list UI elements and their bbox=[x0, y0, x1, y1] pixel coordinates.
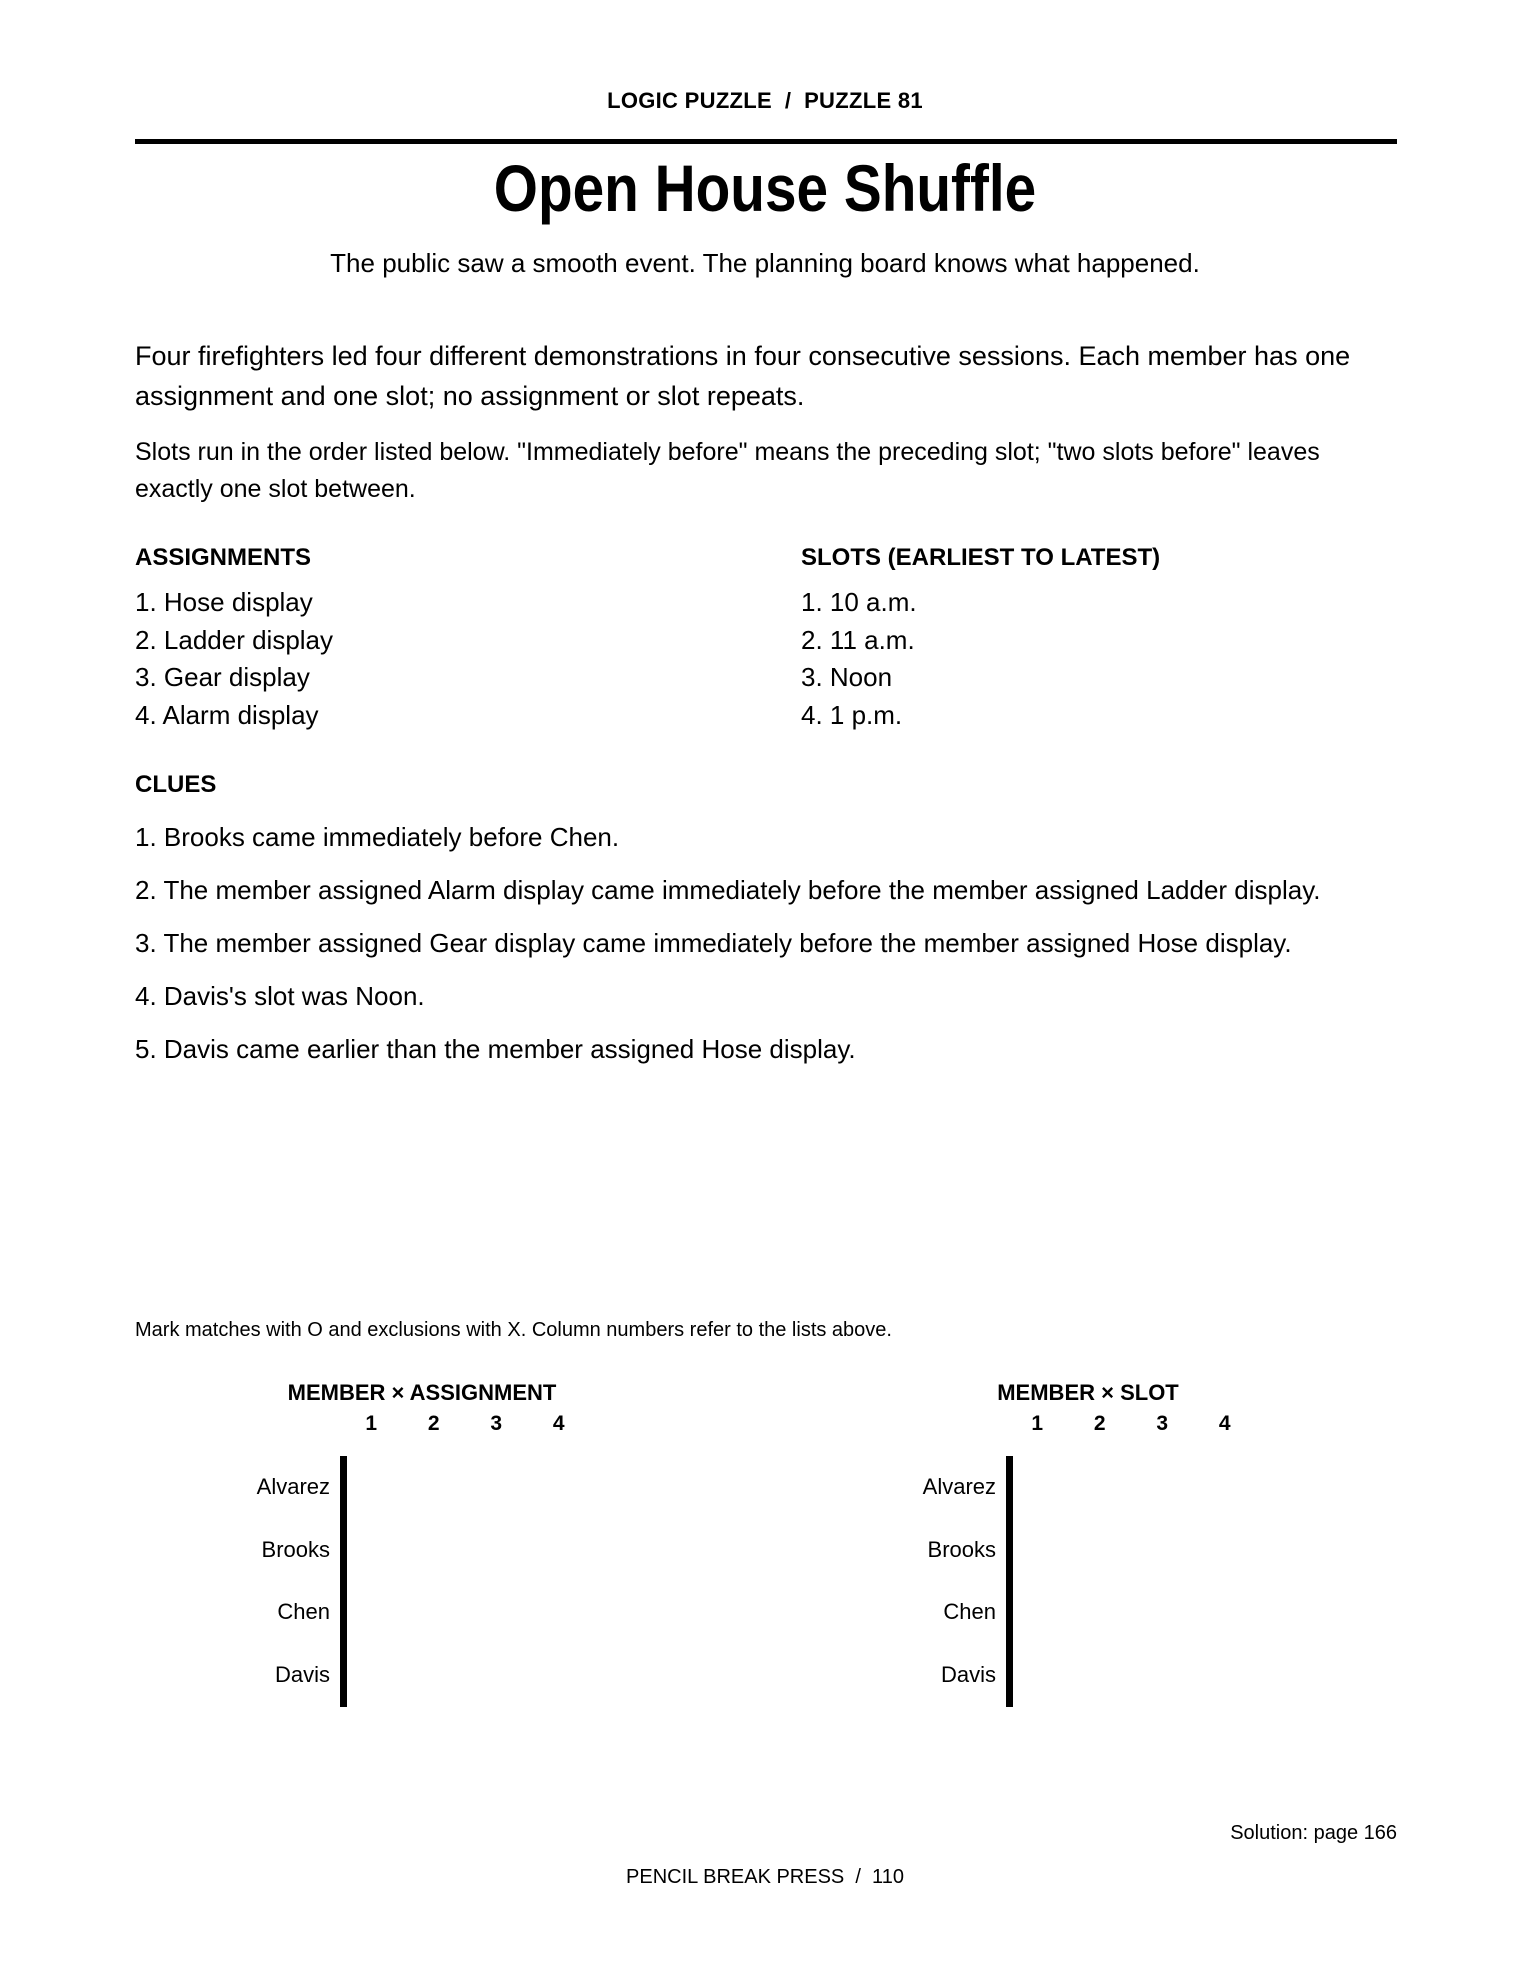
intro-paragraph-2: Slots run in the order listed below. "Immediately before" means the preceding slot; "two slots before" leaves exactly one slot between. bbox=[135, 438, 1320, 503]
grid-row bbox=[341, 1582, 346, 1644]
page-title: Open House Shuffle bbox=[493, 151, 1037, 225]
slots-section bbox=[801, 544, 1401, 734]
grid-row-label: Chen bbox=[277, 1599, 330, 1624]
grid-column-header: 1 bbox=[365, 1412, 378, 1435]
page-footer: PENCIL BREAK PRESS / 110 bbox=[626, 1866, 904, 1888]
grid-cell[interactable] bbox=[345, 1457, 347, 1520]
slots-heading: SLOTS (EARLIEST TO LATEST) bbox=[801, 544, 1161, 571]
grid-cell[interactable] bbox=[1011, 1520, 1013, 1582]
assignments-heading: ASSIGNMENTS bbox=[135, 544, 312, 571]
slot-item: 2. 11 a.m. bbox=[801, 624, 915, 655]
grid-row-label: Davis bbox=[940, 1661, 996, 1687]
clue-item: 4. Davis's slot was Noon. bbox=[135, 981, 425, 1011]
grid-row-label: Chen bbox=[943, 1599, 996, 1624]
grid-cells bbox=[1006, 1456, 1013, 1707]
grid-row bbox=[341, 1520, 346, 1582]
grid-column-header: 3 bbox=[1156, 1412, 1169, 1435]
grid-row-label: Brooks bbox=[927, 1536, 996, 1562]
grid-cells bbox=[340, 1456, 347, 1707]
grid-cell[interactable] bbox=[345, 1644, 347, 1707]
assignment-item: 1. Hose display bbox=[135, 587, 313, 617]
assignment-item: 3. Gear display bbox=[135, 662, 310, 692]
grid-row bbox=[1007, 1457, 1012, 1520]
grid-title: MEMBER × ASSIGNMENT bbox=[287, 1380, 557, 1405]
grid-cell[interactable] bbox=[345, 1582, 347, 1644]
grid-column-header: 2 bbox=[1093, 1412, 1106, 1435]
header-rule bbox=[135, 139, 1397, 144]
clue-item: 2. The member assigned Alarm display came immediately before the member assigned Ladder display. bbox=[135, 875, 1321, 905]
grid-column-header: 3 bbox=[490, 1412, 503, 1435]
grid-column-header: 2 bbox=[427, 1412, 440, 1435]
grid-row bbox=[1007, 1644, 1012, 1707]
clues-section bbox=[135, 771, 1397, 1064]
slot-item: 4. 1 p.m. bbox=[801, 699, 903, 730]
grid-title: MEMBER × SLOT bbox=[997, 1380, 1179, 1405]
clue-item: 5. Davis came earlier than the member assigned Hose display. bbox=[135, 1034, 856, 1064]
grid-column-header: 4 bbox=[1218, 1412, 1231, 1435]
grid-column-headers bbox=[340, 1412, 590, 1438]
grid-row bbox=[1007, 1582, 1012, 1644]
grid-cell[interactable] bbox=[1011, 1644, 1013, 1707]
page-subtitle: The public saw a smooth event. The planning board knows what happened. bbox=[330, 248, 1200, 278]
assignment-item: 2. Ladder display bbox=[135, 624, 334, 655]
clues-heading: CLUES bbox=[135, 771, 217, 798]
clue-item: 3. The member assigned Gear display came immediately before the member assigned Hose display. bbox=[135, 928, 1292, 958]
assignments-list bbox=[135, 584, 735, 734]
assignments-section bbox=[135, 544, 735, 734]
grid-row bbox=[1007, 1520, 1012, 1582]
grid-row bbox=[341, 1644, 346, 1707]
slot-item: 1. 10 a.m. bbox=[801, 587, 917, 617]
grid-row-label: Brooks bbox=[261, 1536, 330, 1562]
grid-instructions: Mark matches with O and exclusions with X. Column numbers refer to the lists above. bbox=[135, 1319, 892, 1341]
grid-row-label: Alvarez bbox=[922, 1474, 996, 1499]
grid-row-labels bbox=[230, 1456, 330, 1706]
assignment-item: 4. Alarm display bbox=[135, 699, 319, 730]
grid-row bbox=[341, 1457, 346, 1520]
grid-cell[interactable] bbox=[1011, 1582, 1013, 1644]
slot-item: 3. Noon bbox=[801, 662, 893, 692]
puzzle-label: LOGIC PUZZLE / PUZZLE 81 bbox=[607, 88, 923, 113]
grid-row-label: Davis bbox=[274, 1661, 330, 1687]
slots-list bbox=[801, 584, 1401, 734]
grid-cell[interactable] bbox=[1011, 1457, 1013, 1520]
grid-column-headers bbox=[1006, 1412, 1256, 1438]
grid-column-header: 1 bbox=[1031, 1412, 1044, 1435]
intro-paragraph-1: Four firefighters led four different demonstrations in four consecutive sessions. Each member has one assignment and one slot; no assignment or slot repeats. bbox=[135, 341, 1351, 411]
grid-row-labels bbox=[896, 1456, 996, 1706]
grid-cell[interactable] bbox=[345, 1520, 347, 1582]
grid-row-label: Alvarez bbox=[256, 1474, 330, 1499]
clue-item: 1. Brooks came immediately before Chen. bbox=[135, 822, 620, 852]
solution-reference: Solution: page 166 bbox=[1230, 1822, 1397, 1844]
grid-column-header: 4 bbox=[552, 1412, 565, 1435]
